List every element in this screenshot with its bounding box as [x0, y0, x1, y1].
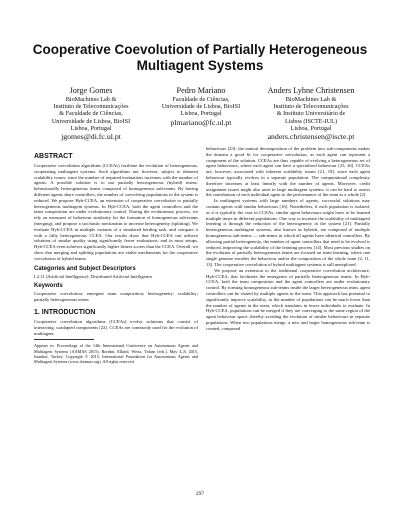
author-affiliation-line: Faculdade de Ciências,	[172, 96, 230, 103]
author-affiliation-line: Lisboa, Portugal	[290, 124, 332, 132]
author-name: Pedro Mariano	[176, 86, 226, 95]
page-number: 297	[195, 491, 205, 497]
paper-title	[0, 42, 400, 74]
author-1	[36, 86, 146, 142]
author-email: anders.christensen@iscte.pt	[267, 132, 355, 142]
author-affiliation-line: BioMachines Lab &	[65, 96, 117, 103]
author-name: Jorge Gomes	[69, 86, 113, 95]
author-affiliation-line: Lisboa (ISCTE-IUL)	[284, 117, 338, 125]
footnote: Appears in: Proceedings of the 14th International Conference on Autonomous Agents and Multiagent Systems (AAMAS 2015), Bordini, Elkind, Weiss, Yolum (eds.), May 4–8, 2015, Istanbul, Turkey. Copyright © 2015, International Foundation for Autonomous Agents and Multiagent Systems (www.ifaamas.org). All rights reserved.	[34, 343, 198, 365]
introduction-text: Cooperative coevolution algorithms (CCEAs) evolve solutions that consist of interacting, coadapted components [22]. CCEAs are commonly used for the evolution of multiagent	[34, 318, 198, 336]
author-affiliation-line: Lisboa, Portugal	[180, 110, 222, 118]
author-affiliation-line: & Faculdade de Ciências,	[59, 110, 123, 118]
author-affiliation-line: Universidade de Lisboa, BioISI	[161, 103, 241, 111]
author-affiliation-line: Lisboa, Portugal	[70, 124, 112, 132]
author-2	[146, 86, 256, 142]
body-paragraph: In multiagent systems with large numbers of agents, successful solutions may contain agents with similar behaviours [16]. Nonetheless, if each population is isolated, as it is typically the case in CCEAs, similar agent behaviours might have to be learned multiple times in different populations. One way to increase the scalability of multiagent learning is through the reduction of the heterogeneity in the system [21]. Partially heterogeneous multiagent systems, also known as hybrids, are composed of multiple homogeneous sub-teams — sub-teams in which all agents have identical controllers. By allowing partial heterogeneity, the number of agent controllers that need to be evolved is reduced, improving the scalability of the learning process [14]. Most previous studies on the evolution of partially heterogeneous teams are focused on team learning, where one single genome encodes the behaviour and/or the composition of the whole team [2, 11, 13]. The cooperative coevolution of hybrid multiagent systems is still unexplored.	[206, 198, 370, 267]
abstract-text: Cooperative coevolution algorithms (CCEAs) facilitate the evolution of heterogeneous, cooperating multiagent systems. Such algorithms are, however, subject to inherent scalability issues, since the number of required evaluations increases with the number of agents. A possible solution is to use partially heterogeneous (hybrid) teams: behaviourally heterogeneous teams composed of homogeneous sub-teams. By having different agents share controllers, the number of coevolving populations in the system is reduced. We propose Hyb-CCEA, an extension of cooperative coevolution to partially heterogeneous multiagent systems. In Hyb-CCEA, both the agent controllers and the team composition are under evolutionary control. During the evolutionary process, we rely on measures of behaviour similarity for the formation of homogeneous sub-teams (merging), and propose a stochastic mechanism to increase heterogeneity (splitting). We evaluate Hyb-CCEA in multiple variants of a simulated herding task, and compare it with a fully heterogeneous CCEA. Our results show that Hyb-CCEA can achieve solutions of similar quality using significantly fewer evaluations, and in most setups, Hyb-CCEA even achieves significantly higher fitness scores than the CCEA. Overall, we show that merging and splitting populations are viable mechanisms for the cooperative coevolution of hybrid teams.	[34, 163, 198, 261]
body-paragraph: We propose an extension to the traditional cooperative coevolution architecture, Hyb-CCEA, that facilitates the emergence of partially heterogeneous teams. In Hyb-CCEA, both the team composition and the agent controllers are under evolutionary control. By forming homogeneous sub-teams inside the larger heterogeneous team, agent controllers can be shared by multiple agents in the team. This approach has potential to significantly improve scalability, as the number of populations can be much lower than the number of agents in the team, which translates in fewer individuals to evaluate. In Hyb-CCEA, populations can be merged if they are converging to the same region of the agent behaviour space, thereby avoiding the evolution of similar behaviours in separate populations. When two populations merge, a new and larger homogeneous sub-team is created, composed	[206, 267, 370, 331]
author-affiliation-line: Universidade de Lisboa, BioISI	[51, 117, 131, 125]
categories-text: I.2.11 [Artificial Intelligence]: Distributed Artificial Intelligence	[34, 273, 153, 279]
author-affiliation-line: Instituto de Telecomunicações	[273, 103, 349, 111]
author-email: plmariano@fc.ul.pt	[170, 117, 232, 127]
body-paragraph: behaviours [23]: the natural decomposition of the problem into sub-components makes the domain a good fit for cooperative coevolution, as each agent can represent a component of the solution. CCEAs are thus capable of evolving a heterogeneous set of agent behaviours, where each agent can have a specialised behaviour [25, 26]. CCEAs are, however, associated with inherent scalability issues [21, 18], since each agent behaviour typically evolves in a separate population. The computational complexity therefore increases at least linearly with the number of agents. Moreover, credit assignment issues might also arise in large multiagent systems: it can be hard to assess the contribution of each individual agent to the performance of the team as a whole [2].	[206, 146, 370, 198]
author-name: Anders Lyhne Christensen	[267, 86, 355, 95]
keywords-text: Cooperative coevolution; emergent team composition; heterogeneity; scalability; partially heterogeneous teams	[34, 291, 198, 303]
author-affiliation-line: BioMachines Lab &	[285, 96, 337, 103]
author-block	[36, 86, 366, 142]
categories-heading: Categories and Subject Descriptors	[34, 265, 136, 272]
keywords-heading: Keywords	[34, 283, 63, 290]
right-column	[206, 146, 370, 332]
author-affiliation-line: & Instituto Universitário de	[276, 110, 346, 118]
author-affiliation-line: Instituto de Telecomunicações	[53, 103, 129, 111]
author-3	[256, 86, 366, 142]
introduction-heading: 1. INTRODUCTION	[34, 308, 96, 316]
abstract-heading: ABSTRACT	[34, 153, 73, 160]
title-line-1: Cooperative Coevolution of Partially Heterogeneous	[32, 42, 368, 57]
author-email: jgomes@di.fc.ul.pt	[61, 132, 121, 142]
left-column	[34, 152, 198, 365]
footnote-divider	[34, 339, 94, 340]
title-line-2: Multiagent Systems	[136, 58, 264, 73]
